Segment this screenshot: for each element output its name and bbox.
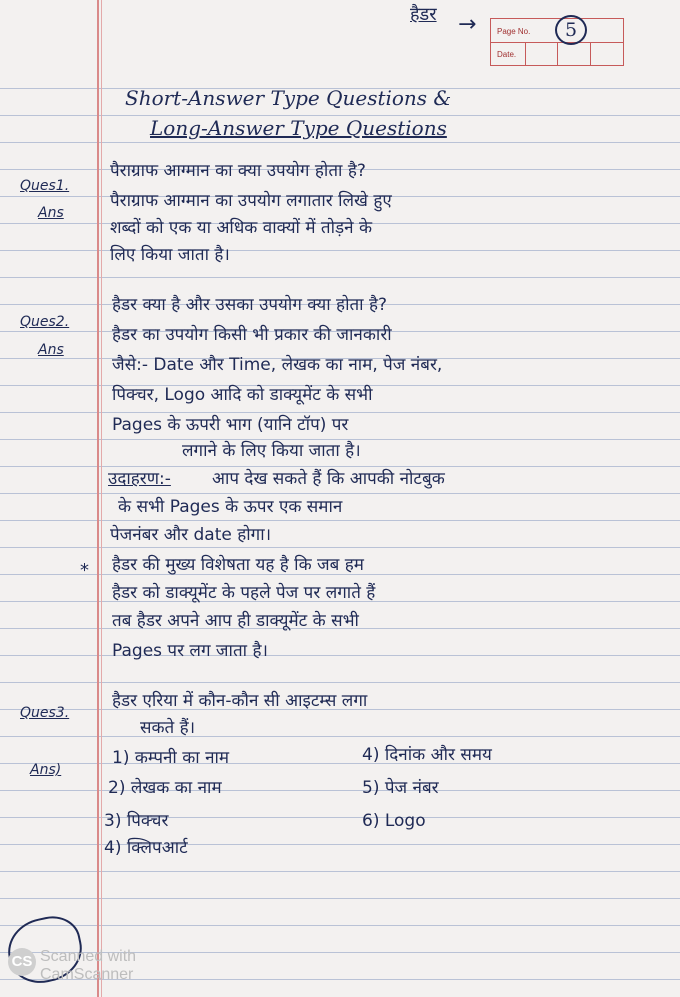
answer-2-line: जैसे:- Date और Time, लेखक का नाम, पेज नंबर, (112, 355, 443, 375)
answer-2-line: हैडर का उपयोग किसी भी प्रकार की जानकारी (112, 325, 392, 345)
item-right: 5) पेज नंबर (362, 778, 439, 798)
page-number-box (490, 18, 624, 66)
answer-1-line: पैराग्राफ आग्मान का उपयोग लगातार लिखे हुए (110, 191, 392, 211)
example-label: उदाहरण:- (108, 469, 171, 489)
item-left: 2) लेखक का नाम (108, 778, 222, 798)
example-line: पेजनंबर और date होगा। (110, 525, 272, 545)
watermark-line: Scanned with (40, 948, 137, 965)
page-no-label: Page No. (497, 27, 531, 36)
answer-1-line: शब्दों को एक या अधिक वाक्यों में तोड़ने के (110, 218, 373, 238)
page-no-row (491, 19, 623, 43)
example-line: आप देख सकते हैं कि आपकी नोटबुक (212, 469, 445, 489)
item-left: 1) कम्पनी का नाम (112, 748, 230, 768)
answer-2-label: Ans (38, 342, 64, 358)
answer-2-line: लगाने के लिए किया जाता है। (182, 441, 361, 461)
question-3-text: हैडर एरिया में कौन-कौन सी आइटम्स लगा (112, 691, 368, 711)
margin-line (97, 0, 99, 997)
question-2-text: हैडर क्या है और उसका उपयोग क्या होता है? (112, 295, 388, 315)
title-line-1: Short-Answer Type Questions & (125, 86, 452, 110)
example-line: के सभी Pages के ऊपर एक समान (118, 497, 343, 517)
date-cell-divider (525, 42, 526, 65)
item-left: 3) पिक्चर (104, 811, 169, 831)
answer-2-line: पिक्चर, Logo आदि को डाक्यूमेंट के सभी (112, 385, 373, 405)
watermark-line: CamScanner (40, 966, 134, 983)
margin-line-inner (101, 0, 102, 997)
header-corner-word: हैडर (410, 4, 437, 25)
feature-line: हैडर की मुख्य विशेषता यह है कि जब हम (112, 555, 364, 575)
title-line-2: Long-Answer Type Questions (150, 116, 447, 140)
date-cell-divider (557, 42, 558, 65)
question-1-text: पैराग्राफ आग्मान का क्या उपयोग होता है? (110, 161, 366, 181)
feature-line: Pages पर लग जाता है। (112, 641, 268, 661)
answer-1-label: Ans (38, 205, 64, 221)
question-3-text: सकते हैं। (140, 718, 196, 738)
star-mark: * (80, 560, 89, 581)
question-2-label: Ques2. (20, 314, 70, 330)
feature-line: हैडर को डाक्यूमेंट के पहले पेज पर लगाते हैं (112, 583, 376, 603)
date-cell-divider (590, 42, 591, 65)
date-label: Date. (497, 50, 517, 59)
answer-2-line: Pages के ऊपरी भाग (यानि टॉप) पर (112, 415, 349, 435)
watermark-text (40, 948, 136, 984)
camscanner-logo: CS (8, 948, 36, 976)
arrow-icon: → (458, 12, 477, 37)
answer-3-label: Ans) (30, 762, 62, 778)
answer-1-line: लिए किया जाता है। (110, 245, 230, 265)
page-number: 5 (555, 15, 587, 45)
question-1-label: Ques1. (20, 178, 70, 194)
item-left: 4) क्लिपआर्ट (104, 838, 188, 858)
feature-line: तब हैडर अपने आप ही डाक्यूमेंट के सभी (112, 611, 359, 631)
item-right: 4) दिनांक और समय (362, 745, 492, 765)
item-right: 6) Logo (362, 811, 426, 831)
question-3-label: Ques3. (20, 705, 70, 721)
